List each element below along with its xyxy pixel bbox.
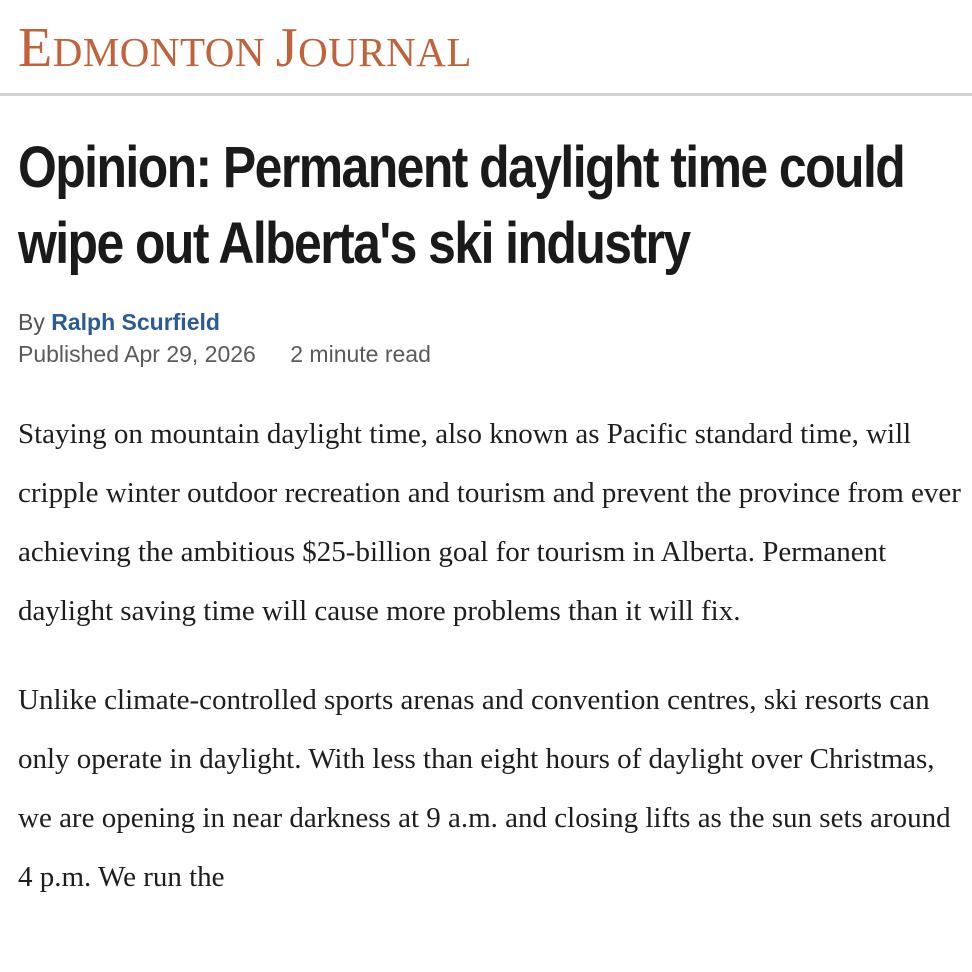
article-headline: Opinion: Permanent daylight time could wipe out Alberta's ski industry [18,135,905,276]
logo-word-edmonton: DMONTON [52,29,266,75]
article-paragraph: Unlike climate-controlled sports arenas and convention centres, ski resorts can only operate in daylight. With less than eight hours of daylight over Christmas, we are opening in near darkness at 9 a.m. and closing lifts as the sun sets around 4 p.m. We run the [18,684,951,893]
read-time: 2 minute read [290,341,431,367]
edmonton-journal-logo[interactable] [18,17,472,80]
published-date: Published Apr 29, 2026 [18,341,256,367]
article-body [18,405,963,937]
logo-word-journal: OURNAL [298,29,472,75]
logo-letter-e: E [18,17,53,79]
byline-prefix: By [18,309,45,335]
logo-letter-j: J [275,17,299,79]
article-meta [18,340,431,368]
byline [18,308,220,336]
masthead [0,0,972,96]
article-paragraph: Staying on mountain daylight time, also known as Pacific standard time, will cripple winter outdoor recreation and tourism and prevent the province from ever achieving the ambitious $25-billion goal for tourism in Alberta. Permanent daylight saving time will cause more problems than it will fix. [18,418,961,627]
author-link[interactable]: Ralph Scurfield [51,309,220,335]
